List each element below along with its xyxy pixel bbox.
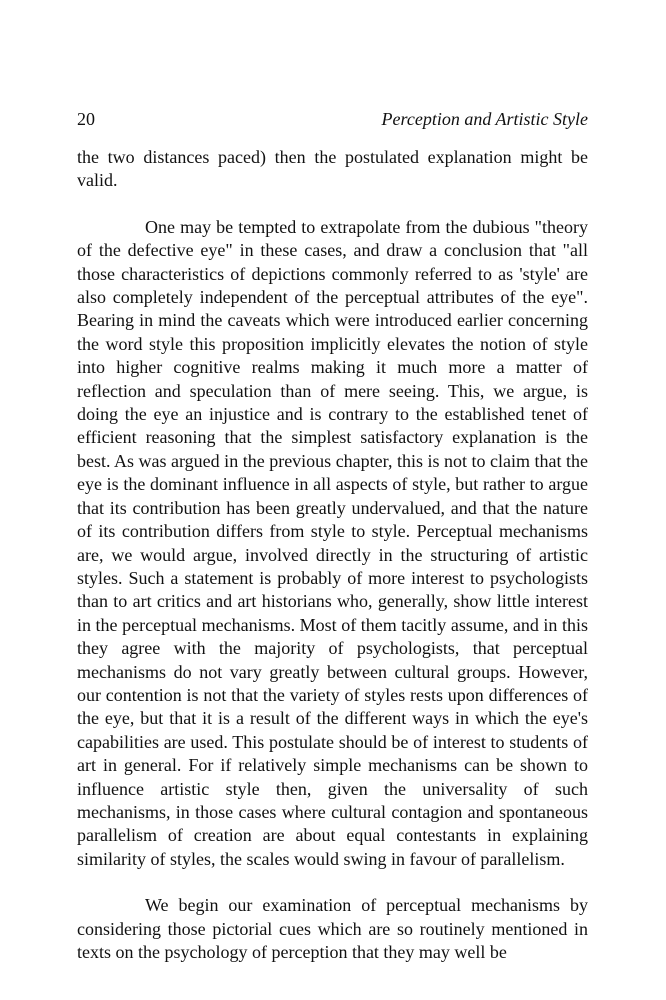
page-header	[77, 109, 588, 133]
paragraph-style-argument: One may be tempted to extrapolate from the dubious "theory of the defective eye" in these cases, and draw a conclusion that "all those characteristics of depictions commonly referred to as 'style' are also completely independent of the perceptual attributes of the eye". Bearing in mind the caveats which were introduced earlier concerning the word style this proposition implicitly elevates the notion of style into higher cognitive realms making it much more a matter of reflection and speculation than of mere seeing. This, we argue, is doing the eye an injustice and is contrary to the established tenet of efficient reasoning that the simplest satisfactory explanation is the best. As was argued in the previous chapter, this is not to claim that the eye is the dominant influence in all aspects of style, but rather to argue that its contribution has been greatly undervalued, and that the nature of its contribution differs from style to style. Perceptual mechanisms are, we would argue, involved directly in the structuring of artistic styles. Such a statement is probably of more interest to psychologists than to art critics and art historians who, generally, show little interest in the perceptual mechanisms. Most of them tacitly assume, and in this they agree with the majority of psychologists, that perceptual mechanisms do not vary greatly between cultural groups. However, our contention is not that the variety of styles rests upon differences of the eye, but that it is a result of the different ways in which the eye's capabilities are used. This postulate should be of interest to students of art in general. For if relatively simple mechanisms can be shown to influence artistic style then, given the universality of such mechanisms, in those cases where cultural contagion and spontaneous parallelism of creation are about equal contestants in explaining similarity of styles, the scales would swing in favour of parallelism.	[77, 216, 588, 869]
page-number: 20	[77, 109, 95, 129]
paragraph-pictorial-cues: We begin our examination of perceptual mechanisms by considering those pictorial cues which are so routinely mentioned in texts on the psychology of perception that they may well be	[77, 895, 588, 962]
running-title: Perception and Artistic Style	[381, 109, 588, 129]
body-text	[77, 146, 588, 964]
paragraph-continuation: the two distances paced) then the postulated explanation might be valid.	[77, 147, 588, 191]
